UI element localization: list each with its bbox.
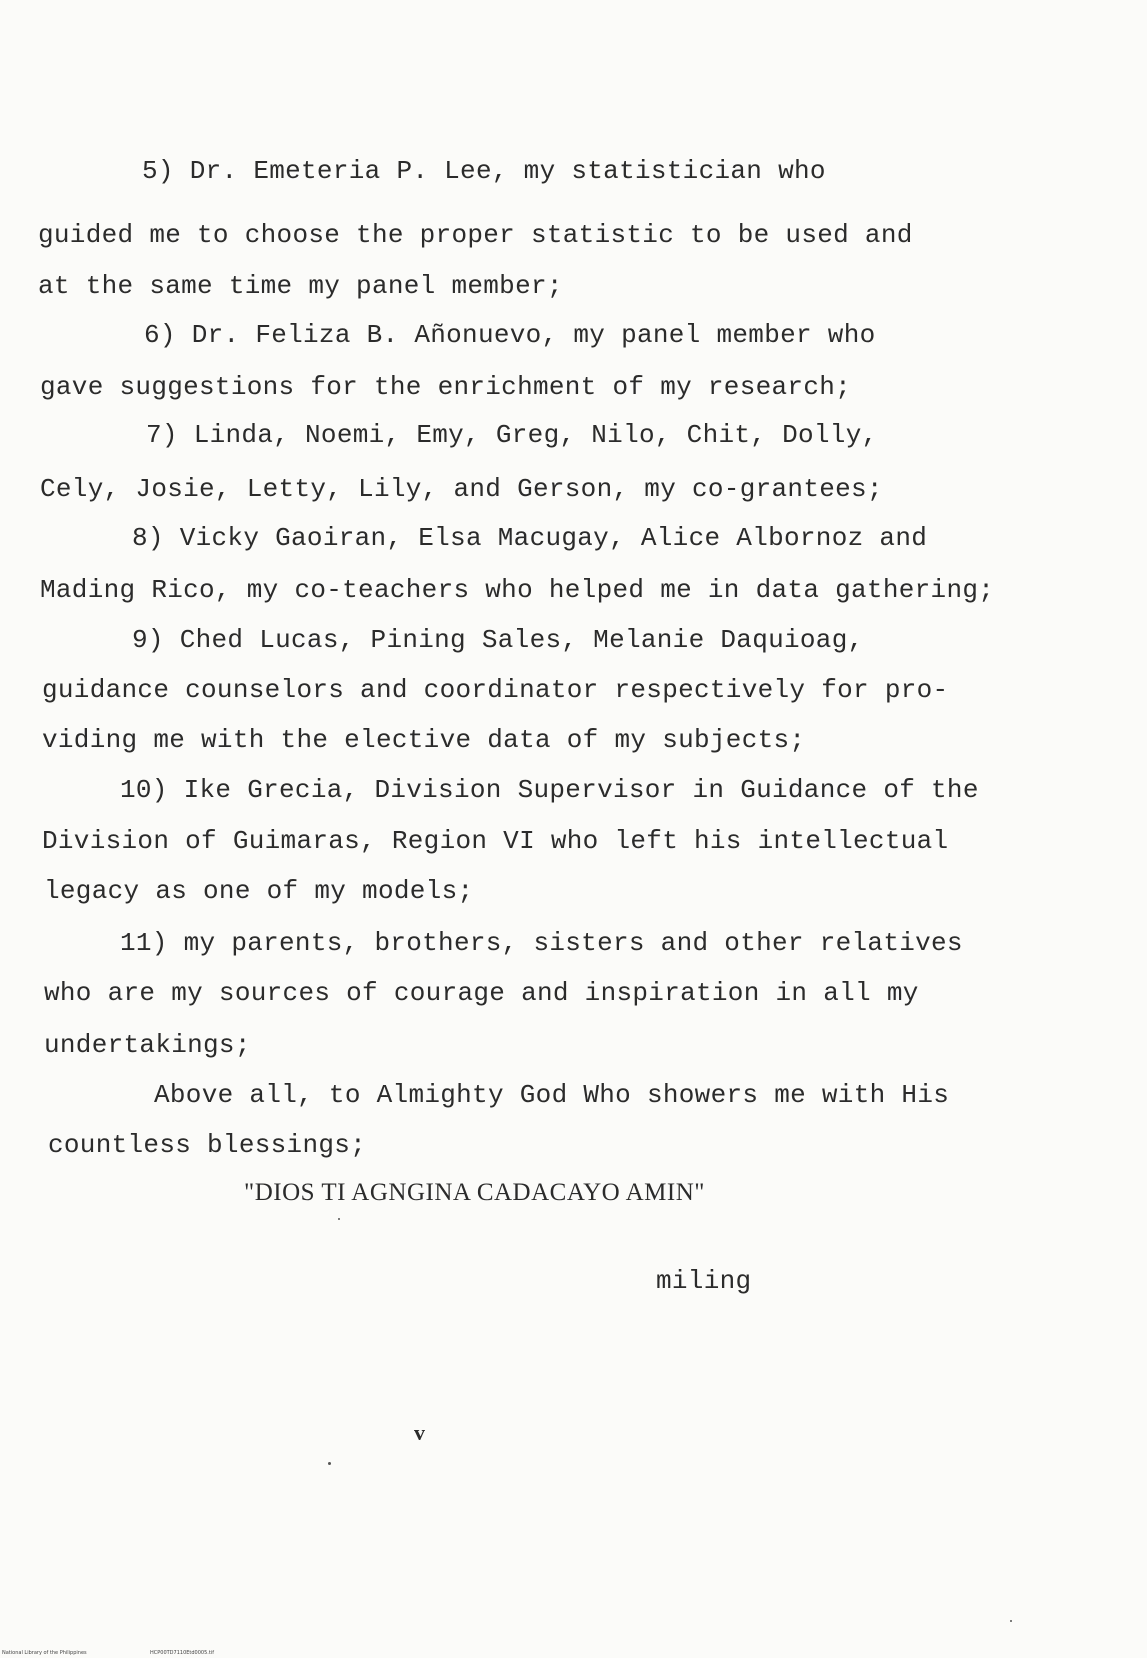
page-number: v (414, 1420, 426, 1445)
text-line-6: 7) Linda, Noemi, Emy, Greg, Nilo, Chit, Dolly, (146, 420, 878, 450)
text-line-3: at the same time my panel member; (38, 271, 563, 301)
footer-library: National Library of the Philippines (2, 1650, 87, 1656)
text-line-7: Cely, Josie, Letty, Lily, and Gerson, my co-grantees; (40, 474, 883, 504)
text-line-14: Division of Guimaras, Region VI who left his intellectual (42, 826, 949, 856)
signature: miling (656, 1266, 752, 1296)
text-line-2: guided me to choose the proper statistic to be used and (38, 220, 913, 250)
text-line-15: legacy as one of my models; (44, 876, 474, 906)
text-line-18: undertakings; (44, 1030, 251, 1060)
footer-file-id: HCP00TD7110Etd0005.tif (150, 1650, 214, 1656)
text-line-11: guidance counselors and coordinator respectively for pro- (42, 675, 949, 705)
text-line-16: 11) my parents, brothers, sisters and other relatives (120, 928, 963, 958)
text-line-5: gave suggestions for the enrichment of my research; (40, 372, 852, 402)
text-line-17: who are my sources of courage and inspiration in all my (44, 978, 919, 1008)
motto: "DIOS TI AGNGINA CADACAYO AMIN" (244, 1179, 705, 1206)
text-line-4: 6) Dr. Feliza B. Añonuevo, my panel member who (144, 320, 876, 350)
scan-speck (338, 1218, 340, 1220)
text-line-1: 5) Dr. Emeteria P. Lee, my statistician who (142, 156, 826, 186)
text-line-10: 9) Ched Lucas, Pining Sales, Melanie Daquioag, (132, 625, 864, 655)
text-line-8: 8) Vicky Gaoiran, Elsa Macugay, Alice Albornoz and (132, 523, 928, 553)
text-line-19: Above all, to Almighty God Who showers me with His (154, 1080, 950, 1110)
text-line-12: viding me with the elective data of my subjects; (42, 725, 806, 755)
text-line-9: Mading Rico, my co-teachers who helped me in data gathering; (40, 575, 995, 605)
text-line-13: 10) Ike Grecia, Division Supervisor in Guidance of the (120, 775, 979, 805)
scan-speck (1010, 1620, 1012, 1622)
scan-speck (328, 1462, 331, 1465)
text-line-20: countless blessings; (48, 1130, 367, 1160)
